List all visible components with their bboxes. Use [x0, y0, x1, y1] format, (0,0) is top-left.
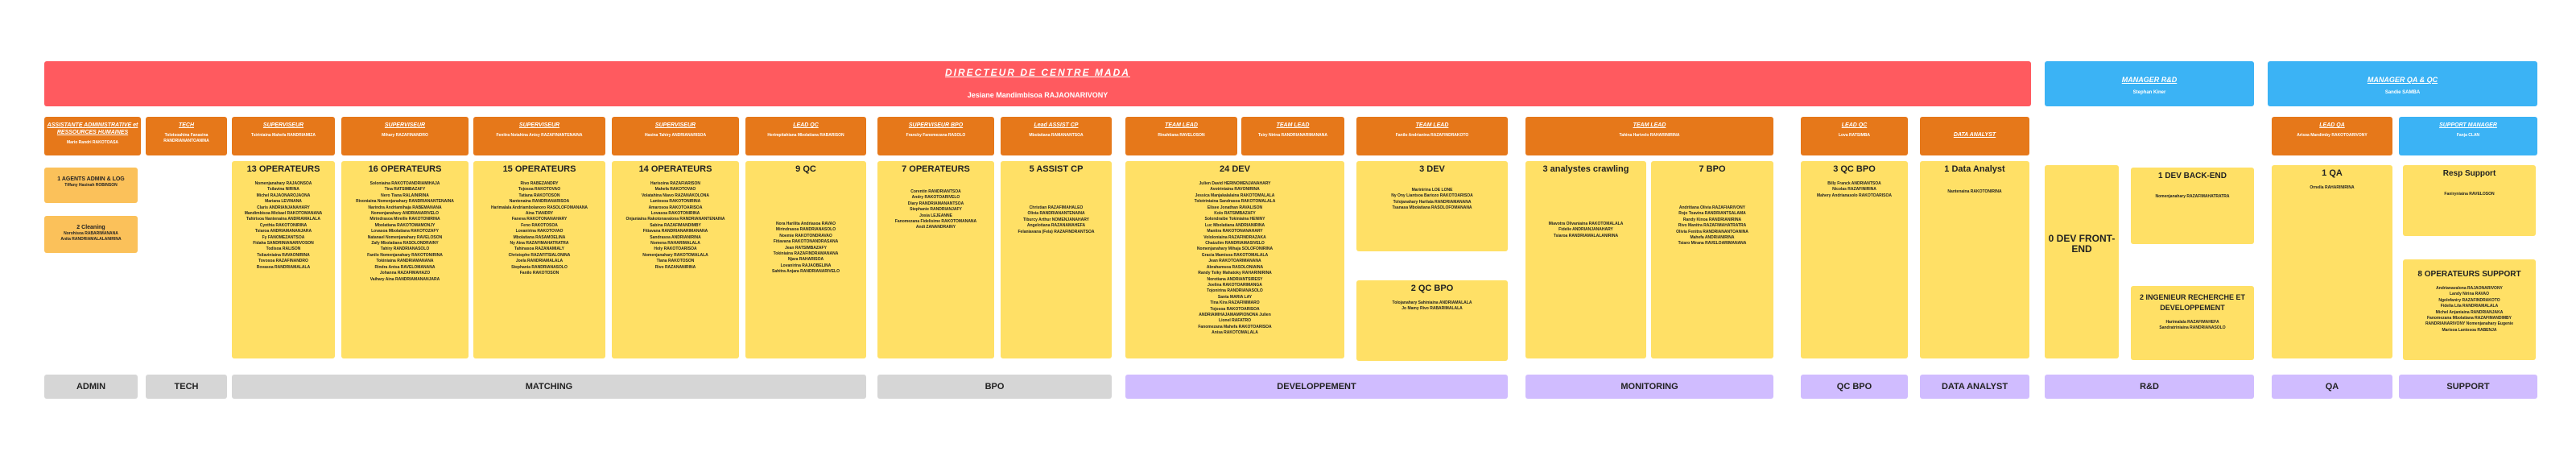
person-name: Sabina RAZAFIMANDIMBY: [650, 222, 701, 228]
team-tback: [2131, 168, 2254, 244]
team-title: 14 OPERATEURS: [638, 164, 712, 174]
team-t13: [232, 161, 335, 358]
person-name: Anisa RAKOTOMALALA: [1212, 330, 1258, 336]
team-title: 9 QC: [795, 164, 816, 174]
person-name: Ornella RAHARINIRINA: [2310, 185, 2355, 190]
team-tinge: [2131, 286, 2254, 360]
team-t14: [612, 161, 739, 358]
person-name: Angelotiana RAZANAMAHEFA: [1026, 223, 1086, 229]
person-name: Kolo RATSIMBAZAFY: [1214, 211, 1256, 217]
person-name: Tahinasoa RAZANAMIALY: [514, 246, 564, 252]
lead-tech: [146, 117, 227, 155]
lead-tech-title: TECH: [178, 122, 195, 128]
lead-team-1: [1125, 117, 1237, 155]
lead-sup3-title: SUPERVISEUR: [518, 122, 560, 128]
lead-qc-title: LEAD QC: [793, 122, 819, 128]
lead-supbpo-title: SUPERVISEUR BPO: [908, 122, 964, 128]
team-cleaning-title: 2 Cleaning: [76, 225, 105, 230]
person-name: Luc Mbolatiana ANDRIANIRINA: [1204, 222, 1265, 228]
person-name: Mbolatiana RAKOTOMAMONJY: [374, 222, 436, 228]
person-name: Fidelia Lila RANDRIAMALALA: [2440, 304, 2499, 309]
person-name: Tiffany Hasinah ROBINSON: [64, 183, 118, 188]
lead-tl4-name: Tahina Harivelo RAHARINIRINA: [1619, 133, 1680, 138]
person-name: Tojonirina RANDRIANASOLO: [1207, 288, 1263, 294]
manager-qa-name: Sandie SAMBA: [2384, 90, 2421, 95]
person-name: Corentin RANDRIANTSOA: [910, 189, 961, 194]
lead-supervisor-2: [341, 117, 469, 155]
lead-qcbpo-title: LEAD QC: [1841, 122, 1868, 128]
team-title: 1 QA: [2322, 168, 2343, 178]
person-name: Andritiana Olivia RAZAFIARIVONY: [1678, 205, 1746, 210]
lead-qc-bpo: [1801, 117, 1908, 155]
team-t5cp: [1001, 161, 1112, 358]
person-name: Elisee Jonathan RAVALISON: [1207, 205, 1263, 210]
person-name: Sahitra Anjara RANDRIANARIVELO: [772, 269, 840, 275]
lead-team-3: [1356, 117, 1508, 155]
person-name: Julien David HERINOMENJANAHARY: [1199, 181, 1271, 186]
team-tqa: [2272, 165, 2392, 358]
person-name: Sandratriniaina RANDRIANASOLO: [2159, 325, 2226, 331]
team-admin-agents-title: 1 AGENTS ADMIN & LOG: [57, 176, 125, 182]
lead-tech-name: Tolotsoahina Fanasina RANDRIANANTOANINA: [163, 133, 209, 143]
lead-sup4-name: Hasina Tahiry ANDRIANARISOA: [644, 133, 707, 138]
person-name: Solondraibe Tokiniaina HENINY: [1204, 217, 1265, 222]
person-name: Soloniaina RAKOTOANDRIAMIHAJA: [369, 181, 440, 186]
person-name: Tahirisoa Nantenaina ANDRIAMALALA: [246, 217, 320, 222]
person-name: Feno RAKOTOSOA: [521, 222, 558, 228]
person-name: Marinirina LOE LONE: [1411, 188, 1453, 193]
person-name: Lovanirina RAJAOBELINA: [780, 263, 832, 268]
lead-qa-title: LEAD QA: [2319, 122, 2345, 128]
director-name: Jesiane Mandimbisoa RAJAONARIVONY: [967, 91, 1108, 99]
team-t16: [341, 161, 469, 358]
person-name: Lionel RAFATRO: [1219, 318, 1251, 324]
person-name: Randy Kinoa RANDRIANIRINA: [1682, 217, 1742, 222]
lead-qa: [2272, 117, 2392, 155]
lead-data-analyst: [1920, 117, 2029, 155]
lead-qc: [745, 117, 866, 155]
manager-rd-title: MANAGER R&D: [2121, 76, 2178, 84]
person-name: Todisoa RALISON: [266, 246, 301, 252]
manager-qa-box: [2268, 61, 2537, 106]
person-name: Aina TIANDRY: [525, 211, 554, 217]
lead-tl4-title: TEAM LEAD: [1633, 122, 1666, 128]
team-t3qcbpo: [1801, 161, 1908, 358]
team-cleaning: [44, 216, 138, 253]
person-name: Miavotra Olivaniaina RAKOTOMALALA: [1548, 222, 1624, 226]
person-name: Fidelie ANDRIANJANAHARY: [1558, 227, 1613, 233]
dept-data-analyst: DATA ANALYST: [1920, 375, 2029, 399]
person-name: Johanna RAZAFIMAHAZO: [379, 271, 431, 276]
person-name: Fitiavana RAKOTONANDRASANA: [773, 239, 839, 245]
person-name: Tina Kira RAZAFINIMARO: [1210, 300, 1260, 306]
team-title: 2 INGENIEUR RECHERCHE ET DEVELOPPEMENT: [2139, 293, 2246, 312]
team-t8sup: [2403, 259, 2536, 360]
team-t15: [473, 161, 605, 358]
person-name: Claris ANDRIANJANAHARY: [257, 205, 310, 210]
team-title: 3 DEV: [1419, 164, 1445, 174]
lead-sup2-title: SUPERVISEUR: [384, 122, 426, 128]
support-manager-box: [2399, 117, 2537, 155]
person-name: Harisoina RAZAFIARISON: [650, 181, 700, 186]
person-name: Tsiaroa ANDRIAMANANJARA: [254, 229, 312, 234]
team-title: 1 DEV BACK-END: [2157, 172, 2227, 180]
lead-supervisor-1: [232, 117, 335, 155]
person-name: Vaihary Aina RANDRIAMANANJARA: [369, 276, 440, 282]
person-name: Nicolas RAZAFINIRINA: [1832, 187, 1876, 193]
lead-qa-name: Arisoa Mandimby RAKOTOARIVONY: [2297, 133, 2368, 138]
manager-qa-title: MANAGER QA & QC: [2367, 76, 2438, 84]
lead-da-title: DATA ANALYST: [1953, 132, 1996, 138]
team-title: 0 DEV FRONT-END: [2048, 233, 2116, 255]
team-tfront: [2045, 165, 2119, 358]
dept-tech: TECH: [146, 375, 227, 399]
person-name: Christophe RAZAFITSIALONINA: [508, 252, 571, 258]
team-t7bpo: [1651, 161, 1773, 358]
person-name: Norotiana ANDRIANTSIRESY: [1207, 276, 1263, 282]
person-name: Stephanie RANDRIANJAFY: [910, 207, 962, 213]
person-name: Rovasoa RANDRIAMALALA: [256, 264, 311, 270]
person-name: Rivo RAZANANIRINA: [654, 264, 696, 270]
person-name: Tsiaro Mirana RAVELOARIMANANA: [1678, 241, 1747, 246]
dept-qa: QA: [2272, 375, 2392, 399]
lead-supervisor-4: [612, 117, 739, 155]
person-name: Ny Ony Liantsoa Bariozo RAKOTOARISOA: [1391, 193, 1473, 199]
dept-rd: R&D: [2045, 375, 2254, 399]
lead-tl2-title: TEAM LEAD: [1276, 122, 1310, 128]
team-t24: [1125, 161, 1344, 358]
team-tresp: [2403, 165, 2536, 236]
team-title: 16 OPERATEURS: [368, 164, 442, 174]
person-name: Olivia RANDRIANANTENAINA: [1027, 211, 1085, 217]
lead-assist-cp: [1001, 117, 1112, 155]
person-name: Rivoniaina Nomenjanahary RANDRIANANTENAINA: [356, 199, 454, 205]
person-name: Tina RATSIMBAZAFY: [384, 187, 426, 193]
person-name: Tsanasa Mbolatiana RASOLOFOMANANA: [1392, 205, 1472, 211]
person-name: Mandimbisoa Mickael RAKOTOMANANA: [244, 211, 323, 217]
person-name: Tolojanahary Harilala RANDRIAMANANA: [1393, 199, 1472, 205]
person-name: Andrianavalona RAJAONARIVONY: [2436, 286, 2503, 291]
person-name: Zafy Mbolatiana RASOLONDRAINY: [371, 241, 439, 246]
person-name: Nero Tiana RALAINIRINA: [381, 193, 429, 198]
person-name: Jean RATSIMBAZAFY: [785, 245, 827, 251]
person-name: Joela RANDRIAMALALA: [515, 259, 564, 264]
director-box: [44, 61, 2031, 106]
lead-tl3-name: Fanilo Andrianina RAZAFINDRAKOTO: [1395, 133, 1469, 138]
person-name: Noemie RAKOTONDRAVAO: [779, 233, 832, 238]
lead-tl2-name: Tsiry Nirina RANDRIANARIMANANA: [1257, 133, 1328, 138]
lead-admin-title: ASSISTANTE ADMINISTRATIVE et RESSOURCES HUMAINES: [47, 122, 138, 135]
person-name: Tiana RAKOTOSON: [656, 259, 695, 264]
support-manager-name: Fanja CLAN: [2456, 133, 2480, 138]
person-name: Lovanirina RAKOTOVAO: [515, 229, 564, 234]
person-name: Narindra Andriamihaja RABEMANANA: [368, 205, 442, 210]
person-name: Mirindrasoa RANDRIANASOLO: [775, 227, 836, 233]
person-name: Jo Mamy Rivo RABARIMALALA: [1402, 306, 1463, 312]
person-name: Faneva RAKOTONANAHARY: [511, 217, 568, 222]
lead-sup3-name: Fenitra Notahina Anisy RAZAFINANTENAINA: [496, 133, 583, 138]
person-name: Harimalala Andriambolanoro RASOLOFOMANANA: [490, 205, 588, 210]
person-name: ANDRIAMIHAJAMAMPIONONA Julien: [1199, 312, 1271, 317]
team-t2qc: [1356, 280, 1508, 361]
team-title: 8 OPERATEURS SUPPORT: [2417, 270, 2521, 279]
person-name: Mahefa RAKOTOVAO: [654, 187, 696, 193]
person-name: Rindra Antsa RAVELOMANANA: [374, 264, 436, 270]
person-name: Landy Nirina RAVAO: [2450, 292, 2489, 297]
team-title: 24 DEV: [1220, 164, 1250, 174]
person-name: Harimalala RAZAFIMAHEFA: [2165, 320, 2219, 325]
person-name: Lovasoa RAKOTONIRINA: [650, 211, 700, 217]
dept-bpo: BPO: [877, 375, 1112, 399]
person-name: Rojo Toavina RANDRIANTSALAMA: [1678, 211, 1746, 217]
person-name: Fanomezana Mahefa RAKOTOARISOA: [1198, 324, 1272, 329]
person-name: Volatahina Niavo RAZANAKOLONA: [641, 193, 710, 198]
person-name: Holy RAKOTOARISOA: [654, 246, 697, 252]
lead-team-4: [1525, 117, 1773, 155]
person-name: Fy FANOMEZANTSOA: [262, 234, 305, 240]
person-name: Natanael Nomenjanahary RAVELOSON: [367, 234, 443, 240]
dept-matching: MATCHING: [232, 375, 866, 399]
lead-sup2-name: Mihary RAZAFINANDRO: [382, 133, 428, 138]
person-name: Cynthia RAKOTONIRINA: [259, 222, 308, 228]
person-name: Fanilo RAKOTOSON: [519, 271, 559, 276]
person-name: Abrahamsoa RASOLONIAINA: [1206, 264, 1264, 270]
person-name: Tojosoa RAKOTOVAO: [518, 187, 561, 193]
lead-admin-name: Mario Randri RAKOTOASA: [66, 140, 119, 145]
person-name: Tolojanahary Sahiniaina ANDRIAMALALA: [1392, 300, 1472, 305]
manager-rd-box: [2045, 61, 2254, 106]
person-name: Jessica Manjakalalaina RAKOTOMALALA: [1195, 193, 1275, 198]
person-name: Nomenjanahary RAJAONSOA: [254, 181, 312, 186]
person-name: Diary RANDRIAMANANTSOA: [907, 201, 964, 206]
team-t3dev: [1356, 161, 1508, 251]
dept-developpement: DEVELOPPEMENT: [1125, 375, 1508, 399]
team-title: 7 OPERATEURS: [902, 164, 970, 174]
person-name: RANDRIANARIVONY Nomenjanahary Eugenie: [2425, 321, 2514, 327]
person-name: Tojosoa RAKOTOARISOA: [1210, 306, 1260, 312]
lead-tl1-title: TEAM LEAD: [1165, 122, 1198, 128]
person-name: Jean RAKOTOARIMANANA: [1208, 259, 1261, 264]
person-name: Ny Aina RAZAFIMAHATRATRA: [510, 241, 569, 246]
team-t9qc: [745, 161, 866, 358]
person-name: Mirindrasoa Mireille RAKOTONIRINA: [369, 217, 440, 222]
person-name: Nomenjanahary ANDRIANARIVELO: [371, 211, 439, 217]
person-name: Fanomezana Fidelisime RAKOTOMANANA: [894, 219, 977, 225]
lead-tl1-name: Rinahtiana RAVELOSON: [1158, 133, 1205, 138]
person-name: Mbolatiana RASAMOELINA: [513, 234, 566, 240]
person-name: Fanomezana Mbolatiana RAZAFIMANDIMBY: [2426, 316, 2512, 321]
person-name: Nantenaina RAKOTONIRINA: [1947, 189, 2002, 194]
person-name: Josia LEJEANNE: [919, 213, 952, 218]
person-name: Norohisoa RABARIMANANA: [64, 231, 118, 236]
team-title: 1 Data Analyst: [1944, 164, 2005, 174]
person-name: Lantosoa RAKOTONIRINA: [650, 199, 701, 205]
person-name: Nantenaina RANDRIANARISOA: [509, 199, 570, 205]
person-name: Tolotriniaina Sandrasoa RAKOTOMALALA: [1194, 199, 1276, 205]
team-title: 3 analystes crawling: [1542, 164, 1629, 174]
lead-qcbpo-name: Lova RATSIMBA: [1838, 133, 1871, 138]
person-name: Nomenjanahary Mihaja SOLOFONIRINA: [1196, 246, 1274, 252]
team-title: 13 OPERATEURS: [246, 164, 320, 174]
dept-admin: ADMIN: [44, 375, 138, 399]
person-name: Tatiana RAKOTOSON: [518, 193, 560, 198]
person-name: Tokiniaina RANDRIAMANANA: [376, 259, 434, 264]
person-name: Faniryniaina RAVELOSON: [2444, 192, 2495, 197]
director-title: DIRECTEUR DE CENTRE MADA: [944, 67, 1130, 78]
dept-qc-bpo: QC BPO: [1801, 375, 1908, 399]
team-tda: [1920, 161, 2029, 358]
person-name: Anita RANDRIAMALALANIRINA: [60, 237, 122, 242]
person-name: Olivia Fenitra RANDRIANANTOANINA: [1676, 229, 1748, 234]
lead-qc-name: Herimpitahiana Mbolatiana RABARISON: [767, 133, 844, 138]
lead-team-2: [1241, 117, 1344, 155]
lead-tl3-title: TEAM LEAD: [1415, 122, 1449, 128]
lead-admin: [44, 117, 141, 155]
team-title: 5 ASSIST CP: [1029, 164, 1084, 174]
person-name: Manitra RAKOTONANAHARY: [1207, 229, 1263, 234]
lead-sup4-title: SUPERVISEUR: [654, 122, 696, 128]
person-name: Tsiaroa RANDRIAMALALANIRINA: [1553, 233, 1619, 238]
lead-supbpo-name: Francky Fanomezana RASOLO: [906, 133, 966, 138]
person-name: Tsilaviniaina RAVAONIRINA: [257, 252, 310, 258]
support-manager-title: SUPPORT MANAGER: [2439, 122, 2497, 128]
person-name: Fitiavana RANDRIANARIMANANA: [642, 229, 708, 234]
person-name: Avotriniaina RAVONIRINA: [1210, 187, 1260, 193]
lead-sup1-title: SUPERVISEUR: [262, 122, 304, 128]
person-name: Nomenjanahary RAZAFIMAHATRATRA: [2155, 194, 2230, 199]
person-name: Fidaha SANDRINIANARIVOSON: [253, 241, 314, 246]
lead-supervisor-bpo: [877, 117, 994, 155]
person-name: Michel RAJAONAROJAONA: [256, 193, 311, 198]
team-title: Resp Support: [2442, 169, 2496, 178]
person-name: Andi ZANANDRAINY: [915, 225, 956, 230]
person-name: Mariana LEVINANA: [265, 199, 302, 205]
team-title: 2 QC BPO: [1410, 284, 1454, 293]
person-name: Njara RAHARISOA: [787, 257, 824, 263]
person-name: Rivo Manitra RAZAFIMAHATRATRA: [1678, 223, 1747, 229]
person-name: Christian RAZAFIMAHALEO: [1029, 205, 1084, 210]
lead-supervisor-3: [473, 117, 605, 155]
team-t3an: [1525, 161, 1646, 358]
person-name: Felaniavana (Fela) RAZAFINDRANTSOA: [1018, 229, 1095, 234]
person-name: Tsilavina NIRINA: [267, 187, 299, 193]
lead-cp-name: Mbolatiana RAMANANTSOA: [1029, 133, 1084, 138]
person-name: Rivo RABEZANDRY: [520, 181, 559, 186]
person-name: Onjaniaina Rakotonavalona RANDRIANANTENAINA: [625, 217, 725, 222]
lead-cp-title: Lead ASSIST CP: [1034, 122, 1079, 128]
person-name: Mahefa ANDRIANIRINA: [1690, 235, 1735, 241]
person-name: Billy Franck ANDRIANTSOA: [1827, 181, 1881, 186]
person-name: Marisoa Lantosoa RABENJA: [2442, 327, 2497, 333]
person-name: Amarosoa RAKOTOARISOA: [648, 205, 703, 210]
person-name: Tiburcy Arthur NOMENJANAHARY: [1022, 217, 1090, 222]
manager-rd-name: Stephan Kiner: [2132, 90, 2166, 95]
person-name: Lovasoa Mbolatiana RAKOTOZAFY: [371, 229, 439, 234]
person-name: Tovosoa RAZAFINANDRO: [258, 259, 308, 264]
person-name: Tokiniaina RAZAFINDRAMANANA: [773, 251, 839, 257]
person-name: Sandrasoa ANDRIANIRINA: [650, 234, 701, 240]
person-name: Santa MARIA LAY: [1217, 294, 1253, 300]
dept-monitoring: MONITORING: [1525, 375, 1773, 399]
team-title: 3 QC BPO: [1833, 164, 1876, 174]
person-name: Nomenjanahary RAKOTOMALALA: [642, 252, 708, 258]
person-name: Tahiry RANDRIANASOLO: [380, 246, 430, 252]
team-t7op: [877, 161, 994, 358]
person-name: Stephania RANDRIANASOLO: [511, 264, 568, 270]
person-name: Randy Tsiky Mahatoky RAHARINIRINA: [1198, 271, 1272, 276]
lead-sup1-name: Tsiriniaina Mahefa RANDRIAMIZA: [251, 133, 316, 138]
person-name: Joelina RAKOTOARIMANGA: [1208, 282, 1262, 288]
person-name: Nomena RAHARIMALALA: [650, 241, 700, 246]
person-name: Ngolofaniry RAZAFINDRAKOTO: [2438, 297, 2500, 303]
person-name: Chaizzlim RANDRIAMASIVELO: [1205, 241, 1265, 246]
person-name: Andry RAKOTOARIVELO: [911, 195, 960, 201]
dept-support: SUPPORT: [2399, 375, 2537, 399]
person-name: Michel Anjaniaina RANDRIANJAKA: [2435, 309, 2504, 315]
person-name: Fanilo Nomenjanahary RAKOTONIRINA: [367, 252, 443, 258]
team-admin-agents: [44, 168, 138, 203]
person-name: Vololoniaina RAZAFINDRAZAKA: [1203, 234, 1266, 240]
person-name: Nora Harilita Andriasoa RAVAO: [775, 222, 836, 226]
team-title: 15 OPERATEURS: [502, 164, 576, 174]
person-name: Gracia Mamisoa RAKOTOMALALA: [1201, 252, 1269, 258]
team-title: 7 BPO: [1699, 164, 1726, 174]
person-name: Mahery Andrianasolo RAKOTOARISOA: [1816, 193, 1893, 198]
